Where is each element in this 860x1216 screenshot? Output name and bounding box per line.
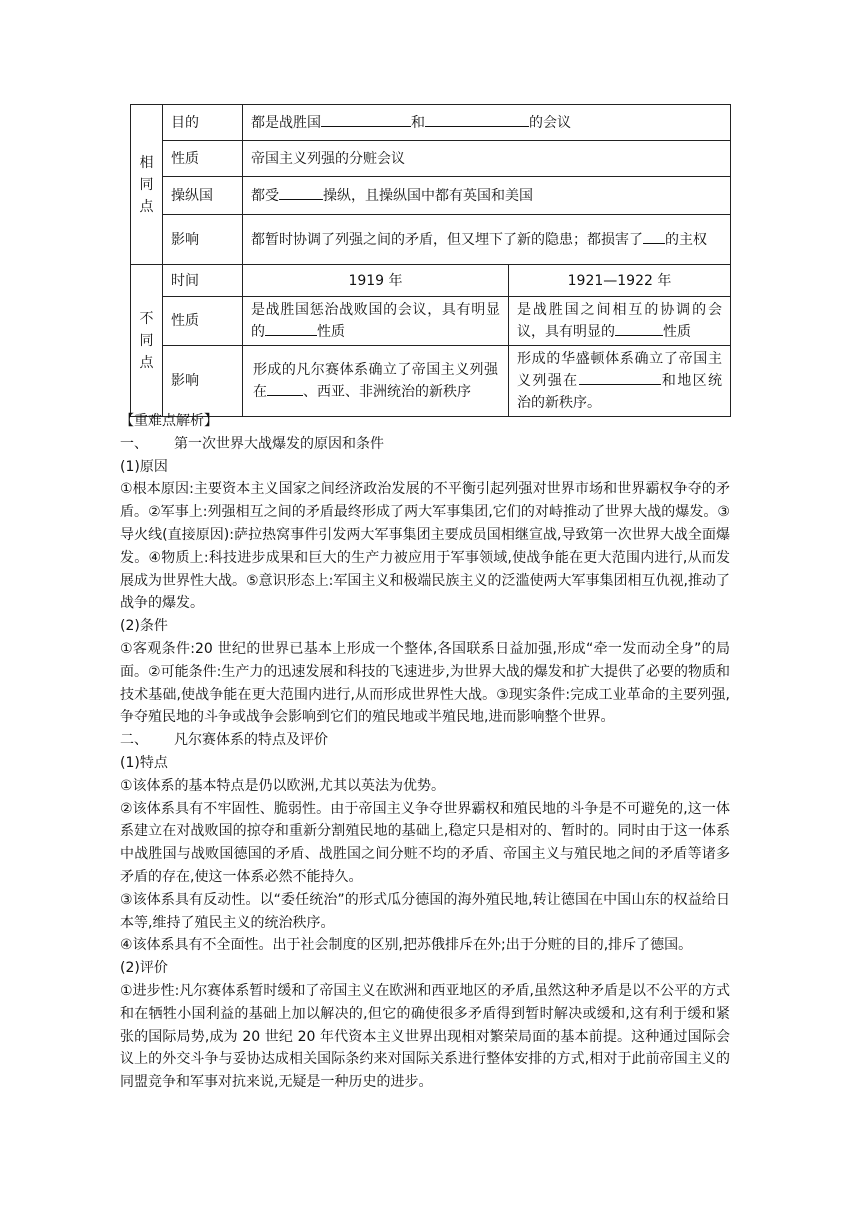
section-title: 【重难点解析】 [120,413,218,429]
answer-blank [279,185,323,200]
answer-blank [615,321,663,336]
row-nature-same: 性质 帝国主义列强的分赃会议 [131,141,731,177]
paragraph: ①根本原因:主要资本主义国家之间经济政治发展的不平衡引起列强对世界市场和世界霸权争夺的矛盾。②军事上:列强相互之间的矛盾最终形成了两大军事集团,它们的对峙推动了世界大战的爆发。③导火线(直接原因):萨拉热窝事件引发两大军事集团主要成员国相继宣战,导致第一次世界大战全面爆发。④物质上:科技进步成果和巨大的生产力被应用于军事领域,使战争能在更大范围内进行,从而发展成为世界性大战。⑤意识形态上:军国主义和极端民族主义的泛滥使两大军事集团相互仇视,推动了战争的爆发。 [120,481,730,612]
group-diff: 不同点 [131,265,163,417]
answer-blank [425,112,529,127]
answer-blank [265,321,317,336]
answer-blank [321,112,411,127]
paragraph: ②该体系具有不牢固性、脆弱性。由于帝国主义争夺世界霸权和殖民地的斗争是不可避免的,这一体系建立在对战败国的掠夺和重新分割殖民地的基础上,稳定只是相对的、暂时的。同时由于这一体系中战胜国与战败国德国的矛盾、战胜国之间分赃不均的矛盾、帝国主义与殖民地之间的矛盾等诸多矛盾的存在,使这一体系必然不能持久。 [120,800,730,885]
row-nature-diff: 性质 是战胜国惩治战败国的会议，具有明显的 性质 是战胜国之间相互的协调的会议，具有明显的 性质 [131,297,731,346]
paragraph: ①客观条件:20 世纪的世界已基本上形成一个整体,各国联系日益加强,形成“牵一发而动全身”的局面。②可能条件:生产力的迅速发展和科技的飞速进步,为世界大战的爆发和扩大提供了必要的物质和技术基础,使战争能在更大范围内进行,从而形成世界性大战。③现实条件:完成工业革命的主要列强,争夺殖民地的斗争或战争会影响到它们的殖民地或半殖民地,进而影响整个世界。 [120,640,730,726]
subheading: (2)条件 [120,618,168,635]
row-purpose [131,105,731,141]
row-manipulator: 操纵国 都受 操纵，且操纵国中都有英国和美国 [131,177,731,215]
heading-2: 二、 凡尔赛体系的特点及评价 [120,732,328,749]
row-label-purpose: 目的 [163,105,243,141]
answer-blank [267,381,303,396]
paragraph: ③该体系具有反动性。以“委任统治”的形式瓜分德国的海外殖民地,转让德国在中国山东的权益给日本等,维持了殖民主义的统治秩序。 [120,891,730,931]
paragraph: ①该体系的基本特点是仍以欧洲,尤其以英法为优势。 [120,777,445,794]
row-time: 不同点 时间 1919 年 1921—1922 年 [131,265,731,297]
row-impact-diff: 影响 形成的凡尔赛体系确立了帝国主义列强在 、西亚、非洲统治的新秩序 形成的华盛顿体系确立了帝国主义列强在 和地区统治的新秩序。 [131,346,731,417]
answer-blank [579,370,661,385]
answer-blank [643,229,665,244]
group-same: 相同点 [131,105,163,265]
analysis-content [120,410,730,1094]
subheading: (1)原因 [120,458,168,475]
row-impact-same: 影响 都暂时协调了列强之间的矛盾，但又埋下了新的隐患；都损害了 的主权 [131,215,731,265]
subheading: (2)评价 [120,960,168,977]
paragraph: ④该体系具有不全面性。出于社会制度的区别,把苏俄排斥在外;出于分赃的目的,排斥了德国。 [120,937,693,954]
subheading: (1)特点 [120,754,168,771]
comparison-table [130,104,731,417]
heading-1: 一、 第一次世界大战爆发的原因和条件 [120,435,384,452]
purpose-cell: 都是战胜国 和 的会议 [243,105,731,141]
paragraph: ①进步性:凡尔赛体系暂时缓和了帝国主义在欧洲和西亚地区的矛盾,虽然这种矛盾是以不公平的方式和在牺牲小国利益的基础上加以解决的,但它的确使很多矛盾得到暂时解决或缓和,这有利于缓和紧张的国际局势,成为 20 世纪 20 年代资本主义世界出现相对繁荣局面的基本前提。这种通过国际会议上的外交斗争与妥协达成相关国际条约来对国际关系进行整体安排的方式,相对于此前帝国主义的同盟竞争和军事对抗来说,无疑是一种历史的进步。 [120,982,730,1091]
